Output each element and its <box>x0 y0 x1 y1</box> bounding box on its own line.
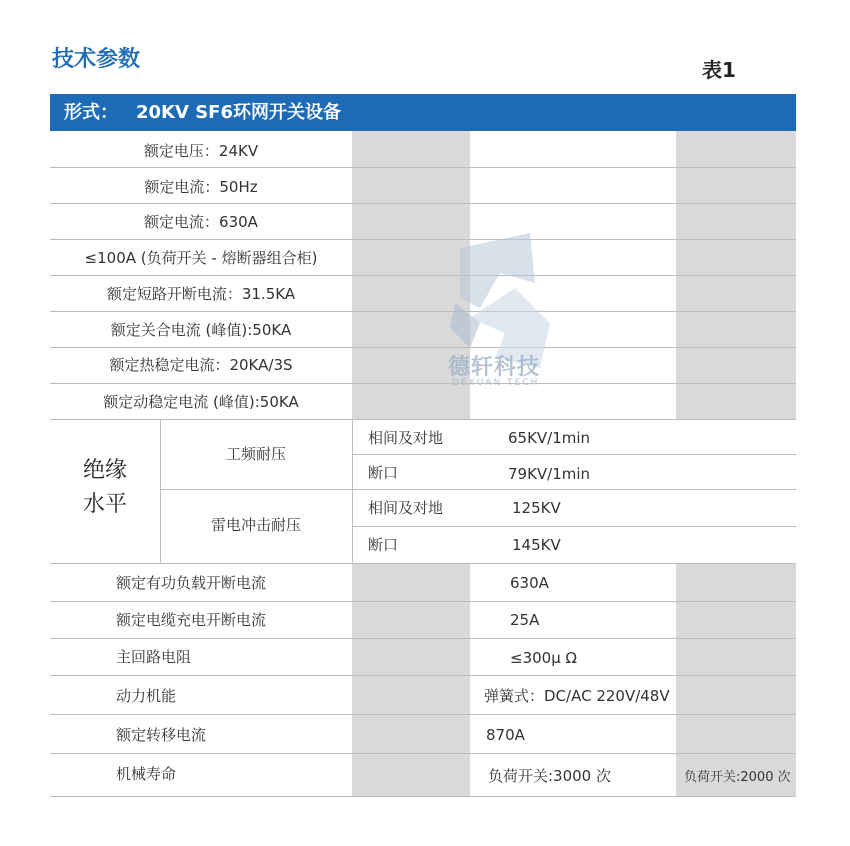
rated-voltage-label: 额定电压：24KV <box>143 142 259 160</box>
grid-hline <box>50 601 796 602</box>
main-circuit-resistance-value: ≤300μ Ω <box>510 649 577 667</box>
watermark-sub: DEXUAN TECH <box>452 378 540 388</box>
operating-mechanism-label: 动力机能 <box>116 687 177 705</box>
grid-hline <box>50 311 796 312</box>
mechanical-life-extra: 负荷开关:2000 次 <box>684 770 791 785</box>
cable-charging-value: 25A <box>510 611 540 629</box>
grid-hline <box>50 347 796 348</box>
grid-hline <box>50 638 796 639</box>
transfer-current-value: 870A <box>486 726 525 744</box>
short-circuit-label: 额定短路开断电流：31.5KA <box>106 285 296 303</box>
grid-hline <box>50 563 796 564</box>
grid-hline <box>50 796 796 797</box>
pf-phase-ground-value: 65KV/1min <box>508 429 591 447</box>
pf-break-type: 断口 <box>368 464 399 482</box>
lightning-impulse: 雷电冲击耐压 <box>210 516 301 534</box>
dynamic-current-label: 额定动稳定电流 (峰值):50KA <box>103 393 299 411</box>
cable-charging-label: 额定电缆充电开断电流 <box>116 611 267 629</box>
li-phase-ground-value: 125KV <box>512 499 561 517</box>
grid-hline <box>50 753 796 754</box>
active-load-value: 630A <box>510 574 549 592</box>
grid-vline <box>352 419 353 563</box>
grid-hline <box>50 383 796 384</box>
shaded-column-2-lower <box>352 563 470 796</box>
li-break-type: 断口 <box>368 536 399 554</box>
rated-current-label: 额定电流：630A <box>144 213 258 231</box>
grid-hline <box>50 275 796 276</box>
active-load-label: 额定有功负载开断电流 <box>116 574 267 592</box>
grid-hline <box>352 526 796 527</box>
grid-hline <box>160 489 796 490</box>
thermal-current-label: 额定热稳定电流：20KA/3S <box>109 356 293 374</box>
grid-hline <box>50 203 796 204</box>
banner-value: 20KV SF6环网开关设备 <box>136 102 341 123</box>
grid-vline <box>160 419 161 563</box>
watermark-brand: 德轩科技 <box>448 355 541 380</box>
shaded-column-4-lower <box>676 563 796 796</box>
grid-hline <box>50 675 796 676</box>
rated-frequency-label: 额定电流：50Hz <box>144 178 258 196</box>
main-circuit-resistance-label: 主回路电阻 <box>116 648 192 666</box>
power-freq-withstand: 工频耐压 <box>225 445 286 463</box>
pf-break-value: 79KV/1min <box>508 465 591 483</box>
grid-hline <box>352 454 796 455</box>
mechanical-life-label: 机械寿命 <box>116 765 177 783</box>
table-number: 表1 <box>702 58 736 82</box>
fuse-combo-label: ≤100A (负荷开关 - 熔断器组合柜) <box>84 249 318 267</box>
operating-mechanism-value: 弹簧式：DC/AC 220V/48V <box>484 687 670 705</box>
page-title: 技术参数 <box>52 47 141 72</box>
form-banner <box>50 94 796 131</box>
transfer-current-label: 额定转移电流 <box>116 726 207 744</box>
grid-hline <box>50 167 796 168</box>
grid-hline <box>50 714 796 715</box>
banner-label: 形式： <box>64 102 118 123</box>
grid-hline <box>50 239 796 240</box>
li-break-value: 145KV <box>512 536 561 554</box>
mechanical-life-value: 负荷开关:3000 次 <box>488 767 611 785</box>
pf-phase-ground-type: 相间及对地 <box>368 429 444 447</box>
insulation-title-1: 绝缘 <box>82 458 127 483</box>
li-phase-ground-type: 相间及对地 <box>368 499 444 517</box>
grid-hline <box>50 419 796 420</box>
making-current-label: 额定关合电流 (峰值):50KA <box>110 321 292 339</box>
insulation-title-2: 水平 <box>82 492 127 517</box>
